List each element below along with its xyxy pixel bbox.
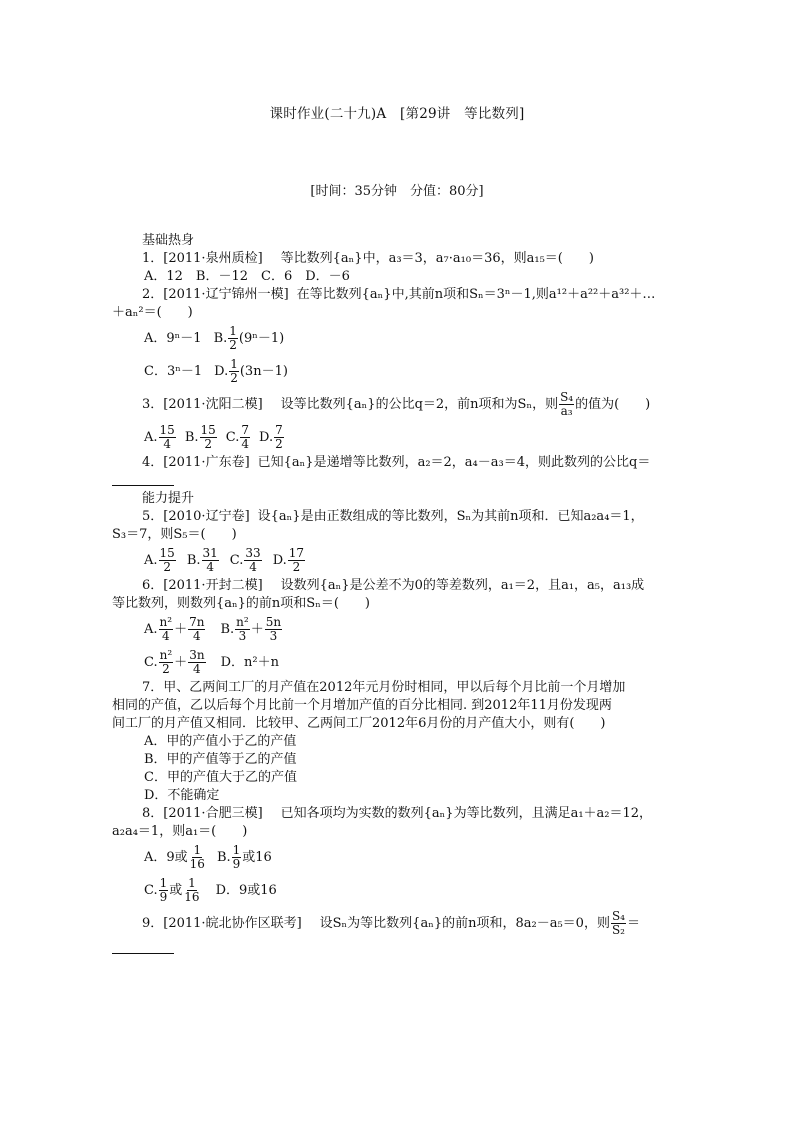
question-number: 4． — [142, 455, 164, 470]
question-number: 9． — [142, 916, 164, 931]
option-d-fraction: $\frac{17}{2}$ — [288, 546, 305, 574]
question-3-fraction: $\frac{\text{S₄}}{\text{a₃}}$ — [560, 390, 574, 418]
question-text: 设{aₙ}是由正数组成的等比数列，Sₙ为其前n项和．已知a₂a₄＝1， — [257, 509, 644, 524]
option-a-label: A. — [144, 553, 158, 568]
question-9 — [112, 907, 684, 940]
option-c-fraction-2: $\frac{3n}{4}$ — [189, 648, 205, 676]
question-source: [2011·广东卷] — [163, 455, 250, 470]
answer-blank-line — [112, 472, 684, 490]
question-text: 设数列{aₙ}是公差不为0的等差数列，a₁＝2，且a₁，a₅，a₁₃成 — [280, 578, 645, 593]
option-a-fraction: $\frac{15}{4}$ — [159, 423, 175, 451]
option-c-mid: 或 — [169, 883, 183, 898]
option-c-fraction-1: $\frac{\text{n²}}{2}$ — [159, 648, 173, 676]
plus-sign: ＋ — [250, 622, 264, 637]
question-7-line-2: 相同的产值，乙以后每个月比前一个月增加产值的百分比相同. 到2012年11月份发现两 — [112, 698, 612, 713]
question-number: 1． — [142, 251, 164, 266]
question-number: 3． — [142, 397, 164, 412]
question-6-options-cd — [112, 646, 684, 679]
question-8-options-ab — [112, 841, 684, 874]
option-d-fraction: $\frac{7}{2}$ — [275, 423, 283, 451]
question-source: [2010·辽宁卷] — [163, 509, 250, 524]
question-text: 在等比数列{aₙ}中,其前n项和Sₙ＝3ⁿ－1,则a¹²＋a²²＋a³²＋… — [296, 287, 656, 302]
question-6-continued: 等比数列，则数列{aₙ}的前n项和Sₙ＝( ) — [112, 596, 370, 611]
question-8-continued: a₂a₄＝1，则a₁＝( ) — [112, 824, 248, 839]
option-a-fraction-1: $\frac{\text{n²}}{4}$ — [159, 615, 173, 643]
plus-sign: ＋ — [174, 622, 188, 637]
question-source: [2011·辽宁锦州一模] — [163, 287, 289, 302]
time-score-info: [时间：35分钟 分值：80分] — [310, 184, 484, 199]
question-7-line-1: 7．甲、乙两间工厂的月产值在2012年元月份时相同，甲以后每个月比前一个月增加 — [142, 680, 626, 695]
option-b-tail: (9ⁿ－1) — [238, 331, 285, 346]
answer-blank — [112, 941, 174, 954]
option-b-fraction: $\frac{31}{4}$ — [202, 546, 218, 574]
option-c-label: C. — [225, 430, 240, 445]
question-2-continued: ＋aₙ²＝( ) — [112, 305, 193, 320]
option-b-label: B. — [184, 430, 199, 445]
question-8 — [112, 805, 684, 823]
question-1 — [112, 250, 684, 268]
question-4 — [112, 454, 684, 472]
option-c-label: C. — [229, 553, 244, 568]
question-6 — [112, 577, 684, 595]
option-d-label: D. — [214, 364, 229, 379]
question-text: 设Sₙ为等比数列{aₙ}的前n项和，8a₂－a₅＝0，则 — [319, 916, 610, 931]
question-text: 等比数列{aₙ}中，a₃＝3，a₇·a₁₀＝36，则a₁₅＝( ) — [280, 251, 594, 266]
option-a-label: A. — [144, 622, 158, 637]
question-text-tail: ＝ — [626, 916, 640, 931]
option-b-fraction: $\frac{1}{9}$ — [232, 843, 241, 871]
question-number: 8． — [142, 806, 164, 821]
question-text-tail: 的值为( ) — [575, 397, 651, 412]
option-d-label: D. — [259, 430, 274, 445]
option-a: A．甲的产值小于乙的产值 — [144, 734, 297, 749]
option-d-label: D. — [272, 553, 287, 568]
option-a-fraction: $\frac{1}{16}$ — [189, 843, 205, 871]
question-6-options-ab — [112, 613, 684, 646]
option-c: C．甲的产值大于乙的产值 — [144, 770, 297, 785]
question-number: 6． — [142, 578, 164, 593]
section-heading-basic: 基础热身 — [142, 233, 195, 248]
question-5-continued: S₃＝7，则S₅＝( ) — [112, 527, 237, 542]
option-a-fraction-2: $\frac{7n}{4}$ — [189, 615, 205, 643]
question-1-options: A．12 B．－12 C．6 D．－6 — [144, 269, 350, 284]
question-text: 已知{aₙ}是递增等比数列，a₂＝2，a₄－a₃＝4，则此数列的公比q＝ — [257, 455, 651, 470]
question-9-fraction: $\frac{\text{S₄}}{\text{S₂}}$ — [611, 909, 625, 937]
plus-sign: ＋ — [174, 655, 188, 670]
question-7-line-3: 间工厂的月产值又相同．比较甲、乙两间工厂2012年6月份的月产值大小，则有( ) — [112, 716, 606, 731]
question-source: [2011·开封二模] — [163, 578, 263, 593]
option-b-label: B. — [186, 553, 201, 568]
option-c-fraction-2: $\frac{1}{16}$ — [184, 876, 200, 904]
option-d: D．不能确定 — [144, 788, 220, 803]
question-3-options — [112, 421, 684, 454]
question-2 — [112, 286, 684, 304]
answer-blank — [112, 473, 174, 486]
option-c-fraction-1: $\frac{1}{9}$ — [159, 876, 168, 904]
option-b-fraction-2: $\frac{5n}{3}$ — [265, 615, 282, 643]
question-source: [2011·沈阳二模] — [163, 397, 263, 412]
option-d-fraction: $\frac{1}{2}$ — [230, 357, 238, 385]
question-source: [2011·泉州质检] — [163, 251, 263, 266]
option-b-fraction: $\frac{15}{2}$ — [200, 423, 216, 451]
option-b-fraction-1: $\frac{\text{n²}}{3}$ — [236, 615, 249, 643]
option-c-label: C. — [144, 655, 158, 670]
option-b-label: B. — [216, 850, 231, 865]
option-b-tail: 或16 — [242, 850, 272, 865]
option-d: D．9或16 — [215, 883, 277, 898]
section-heading-improve: 能力提升 — [142, 491, 195, 506]
question-5 — [112, 508, 684, 526]
option-a-fraction: $\frac{15}{2}$ — [159, 546, 175, 574]
question-number: 2． — [142, 287, 164, 302]
option-a-label: A．9或 — [144, 850, 188, 865]
answer-blank-line — [112, 940, 684, 958]
page-title: 课时作业(二十九)A [第29讲 等比数列] — [269, 106, 525, 122]
question-5-options — [112, 544, 684, 577]
option-c-fraction: $\frac{33}{4}$ — [245, 546, 261, 574]
question-3 — [112, 388, 684, 421]
question-source: [2011·合肥三模] — [163, 806, 263, 821]
question-list — [112, 232, 684, 958]
question-2-options-ab — [112, 322, 684, 355]
option-c-label: C. — [144, 883, 158, 898]
question-text: 设等比数列{aₙ}的公比q＝2，前n项和为Sₙ，则 — [280, 397, 559, 412]
option-b: B．甲的产值等于乙的产值 — [144, 752, 297, 767]
question-number: 5． — [142, 509, 164, 524]
option-b-fraction: $\frac{1}{2}$ — [229, 324, 237, 352]
option-b-label: B. — [213, 331, 228, 346]
question-source: [2011·皖北协作区联考] — [163, 916, 302, 931]
option-b-label: B. — [220, 622, 235, 637]
question-8-options-cd — [112, 874, 684, 907]
option-a-label: A. — [144, 430, 158, 445]
question-text: 已知各项均为实数的数列{aₙ}为等比数列，且满足a₁＋a₂＝12， — [280, 806, 653, 821]
option-c-fraction: $\frac{7}{4}$ — [241, 423, 250, 451]
question-2-options-cd — [112, 355, 684, 388]
option-a: A．9ⁿ－1 — [144, 331, 202, 346]
option-d-tail: (3n－1) — [239, 364, 288, 379]
option-c: C．3ⁿ－1 — [144, 364, 203, 379]
option-d: D．n²＋n — [220, 655, 279, 670]
